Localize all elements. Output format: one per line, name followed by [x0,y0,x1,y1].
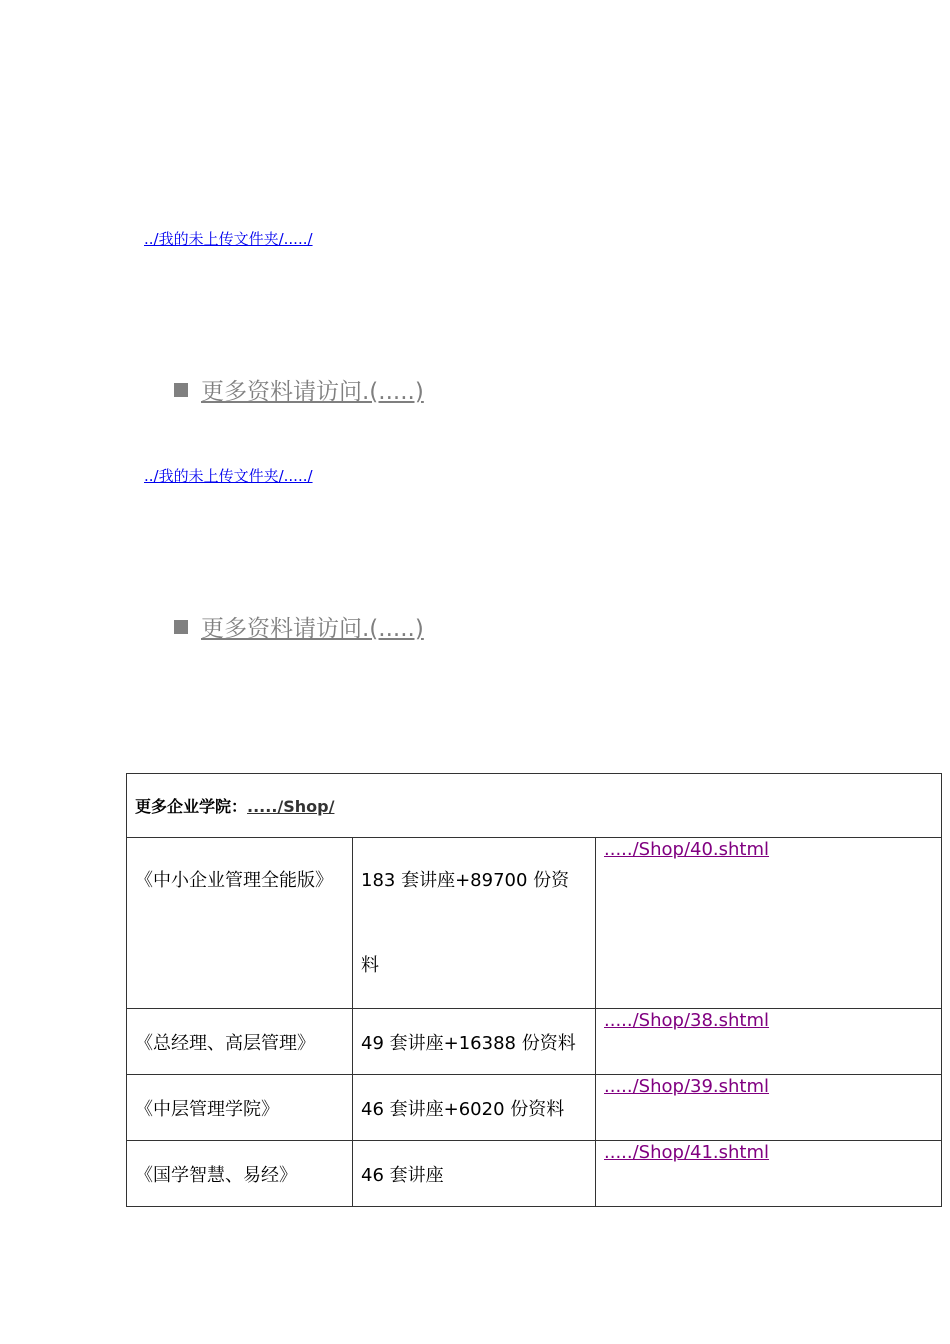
course-url-cell [596,1141,942,1207]
course-url-cell [596,1075,942,1141]
course-url-link[interactable]: ...../Shop/38.shtml [604,1010,770,1031]
course-name-cell: 《国学智慧、易经》 [127,1141,353,1207]
table-row [127,838,942,1009]
course-content-cell: 49 套讲座+16388 份资料 [353,1009,596,1075]
square-bullet-icon [174,383,188,397]
table-row [127,1009,942,1075]
shop-home-link[interactable]: ...../Shop/ [247,797,335,816]
more-info-item [174,373,424,406]
folder-path-link[interactable]: ../我的未上传文件夹/...../ [144,467,313,485]
course-name-cell: 《中小企业管理全能版》 [127,838,353,1009]
course-content-cell: 46 套讲座+6020 份资料 [353,1075,596,1141]
course-url-link[interactable]: ...../Shop/41.shtml [604,1142,770,1163]
table-row [127,1075,942,1141]
more-info-link[interactable]: 更多资料请访问.(.....) [201,379,424,405]
table-header-row [127,774,942,838]
folder-path-link[interactable]: ../我的未上传文件夹/...../ [144,230,313,248]
academy-table [126,773,942,1207]
course-url-link[interactable]: ...../Shop/40.shtml [604,839,770,860]
table-header-cell [127,774,942,838]
course-name-cell: 《中层管理学院》 [127,1075,353,1141]
more-info-item [174,610,424,643]
course-name-cell: 《总经理、高层管理》 [127,1009,353,1075]
course-url-cell [596,838,942,1009]
course-content-cell: 46 套讲座 [353,1141,596,1207]
course-url-cell [596,1009,942,1075]
square-bullet-icon [174,620,188,634]
more-info-link[interactable]: 更多资料请访问.(.....) [201,616,424,642]
course-content-cell: 183 套讲座+89700 份资料 [353,838,596,1009]
table-row [127,1141,942,1207]
header-label: 更多企业学院： [135,797,248,816]
course-url-link[interactable]: ...../Shop/39.shtml [604,1076,770,1097]
